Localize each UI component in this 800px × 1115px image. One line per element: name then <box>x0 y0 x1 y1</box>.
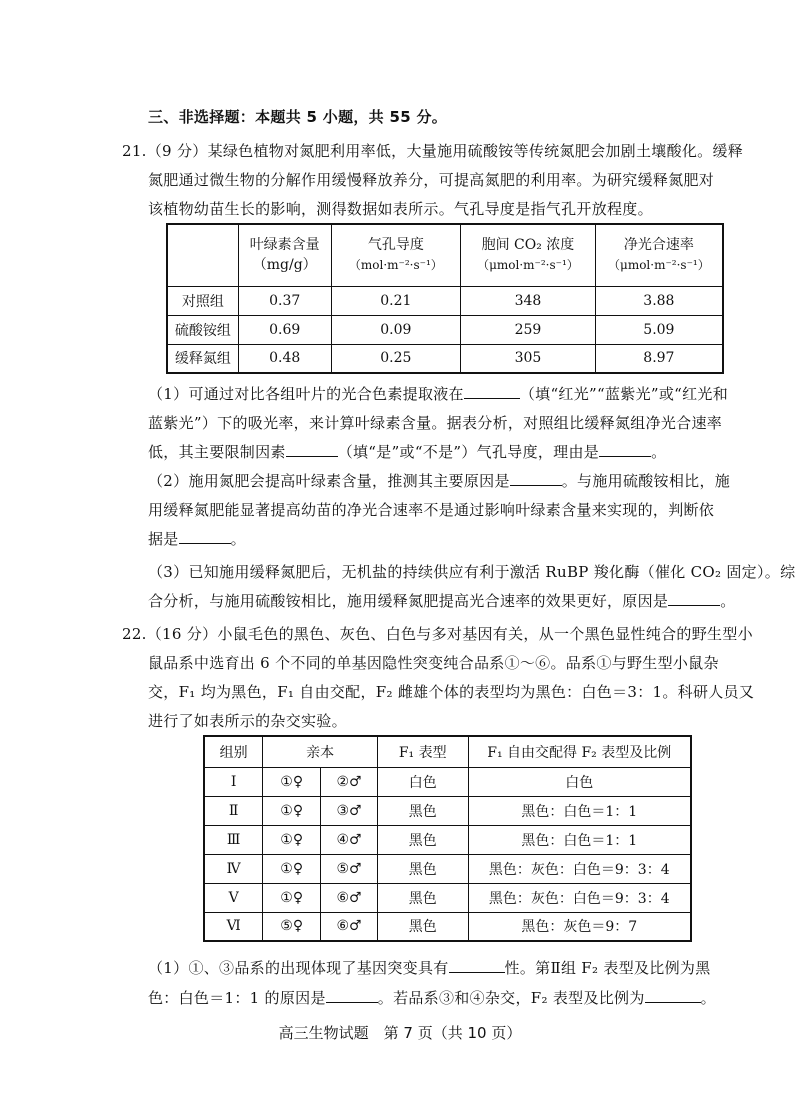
f1-phenotype: 黑色 <box>377 883 468 912</box>
f2-phenotype-ratio: 黑色：灰色：白色＝9：3：4 <box>468 854 691 883</box>
male-parent: ④♂ <box>321 825 378 854</box>
male-parent: ⑥♂ <box>321 883 378 912</box>
q22-header-group: 组别 <box>204 736 263 767</box>
f1-phenotype: 黑色 <box>377 796 468 825</box>
q21-line-2: 氮肥通过微生物的分解作用缓慢释放养分，可提高氮肥的利用率。为研究缓释氮肥对 <box>148 171 715 189</box>
f1-phenotype: 黑色 <box>377 825 468 854</box>
q21-header-stomatal-conductance: 气孔导度 （mol·m⁻²·s⁻¹） <box>331 224 461 286</box>
q21-header-intercellular-co2: 胞间 CO₂ 浓度 （μmol·m⁻²·s⁻¹） <box>461 224 596 286</box>
table-row <box>204 796 691 825</box>
answer-blank[interactable] <box>645 988 701 1003</box>
q22-part1-line-2: 色：白色＝1：1 的原因是 。若品系③和④杂交，F₂ 表型及比例为 。 <box>148 989 716 1007</box>
q21-part2-line-2: 用缓释氮肥能显著提高幼苗的净光合速率不是通过影响叶绿素含量来实现的，判断依 <box>148 501 715 519</box>
cell-value: 0.25 <box>331 344 461 373</box>
answer-blank[interactable] <box>599 442 651 457</box>
female-parent: ①♀ <box>263 796 321 825</box>
cell-value: 8.97 <box>595 344 723 373</box>
answer-blank[interactable] <box>179 529 231 544</box>
answer-blank[interactable] <box>464 384 520 399</box>
q22-header-f2: F₁ 自由交配得 F₂ 表型及比例 <box>468 736 691 767</box>
group-id: Ⅰ <box>204 767 263 796</box>
cell-value: 0.48 <box>238 344 331 373</box>
f2-phenotype-ratio: 黑色：白色＝1：1 <box>468 796 691 825</box>
answer-blank[interactable] <box>326 988 378 1003</box>
q22-line-1: 22.（16 分）小鼠毛色的黑色、灰色、白色与多对基因有关，从一个黑色显性纯合的野生型小 <box>122 625 753 643</box>
answer-blank[interactable] <box>449 958 505 973</box>
table-row <box>167 344 723 373</box>
q21-line-1: 21.（9 分）某绿色植物对氮肥利用率低，大量施用硫酸铵等传统氮肥会加剧土壤酸化。缓释 <box>122 142 744 160</box>
row-label: 对照组 <box>167 286 238 315</box>
q21-part2-line-1: （2）施用氮肥会提高叶绿素含量，推测其主要原因是 。与施用硫酸铵相比，施 <box>148 472 731 490</box>
male-parent: ③♂ <box>321 796 378 825</box>
cell-value: 0.09 <box>331 315 461 344</box>
female-parent: ①♀ <box>263 825 321 854</box>
f1-phenotype: 黑色 <box>377 854 468 883</box>
group-id: Ⅳ <box>204 854 263 883</box>
q21-part3-line-1: （3）已知施用缓释氮肥后，无机盐的持续供应有利于激活 RuBP 羧化酶（催化 CO₂ 固定）。综 <box>148 563 796 581</box>
q21-part1-line-1: （1）可通过对比各组叶片的光合色素提取液在 （填“红光”“蓝紫光”或“红光和 <box>148 385 729 403</box>
q21-part2-line-3: 据是 。 <box>148 530 246 548</box>
row-label: 硫酸铵组 <box>167 315 238 344</box>
cell-value: 3.88 <box>595 286 723 315</box>
cell-value: 305 <box>461 344 596 373</box>
table-row <box>204 825 691 854</box>
table-row <box>204 883 691 912</box>
q21-data-table <box>166 223 724 374</box>
q22-line-3: 交，F₁ 均为黑色，F₁ 自由交配，F₂ 雌雄个体的表型均为黑色：白色＝3：1。科研人员又 <box>148 683 755 701</box>
q22-table-header-row <box>204 736 691 767</box>
q21-line-3: 该植物幼苗生长的影响，测得数据如表所示。气孔导度是指气孔开放程度。 <box>148 200 653 218</box>
cell-value: 0.21 <box>331 286 461 315</box>
f2-phenotype-ratio: 白色 <box>468 767 691 796</box>
table-row <box>204 854 691 883</box>
row-label: 缓释氮组 <box>167 344 238 373</box>
q22-part1-line-1: （1）①、③品系的出现体现了基因突变具有 性。第Ⅱ组 F₂ 表型及比例为黑 <box>148 959 711 977</box>
q22-cross-table <box>203 735 692 942</box>
q21-header-net-photosynthesis: 净光合速率 （μmol·m⁻²·s⁻¹） <box>595 224 723 286</box>
q21-table-corner <box>167 224 238 286</box>
group-id: Ⅲ <box>204 825 263 854</box>
page-footer: 高三生物试题 第 7 页（共 10 页） <box>278 1024 522 1042</box>
male-parent: ②♂ <box>321 767 378 796</box>
table-row <box>167 286 723 315</box>
answer-blank[interactable] <box>286 442 338 457</box>
female-parent: ①♀ <box>263 883 321 912</box>
cell-value: 0.69 <box>238 315 331 344</box>
q21-part1-line-3: 低，其主要限制因素 （填“是”或“不是”）气孔导度，理由是 。 <box>148 443 667 461</box>
male-parent: ⑥♂ <box>321 912 378 941</box>
female-parent: ⑤♀ <box>263 912 321 941</box>
section-title: 三、非选择题：本题共 5 小题，共 55 分。 <box>148 108 448 126</box>
q21-part1-line-2: 蓝紫光”）下的吸光率，来计算叶绿素含量。据表分析，对照组比缓释氮组净光合速率 <box>148 414 723 432</box>
f1-phenotype: 白色 <box>377 767 468 796</box>
q21-part3-line-2: 合分析，与施用硫酸铵相比，施用缓释氮肥提高光合速率的效果更好，原因是 。 <box>148 592 736 610</box>
group-id: Ⅵ <box>204 912 263 941</box>
f2-phenotype-ratio: 黑色：灰色：白色＝9：3：4 <box>468 883 691 912</box>
table-row <box>167 315 723 344</box>
answer-blank[interactable] <box>668 591 720 606</box>
f2-phenotype-ratio: 黑色：白色＝1：1 <box>468 825 691 854</box>
q21-header-chlorophyll: 叶绿素含量 （mg/g） <box>238 224 331 286</box>
group-id: Ⅴ <box>204 883 263 912</box>
table-row <box>204 912 691 941</box>
cell-value: 5.09 <box>595 315 723 344</box>
table-row <box>204 767 691 796</box>
female-parent: ①♀ <box>263 854 321 883</box>
cell-value: 0.37 <box>238 286 331 315</box>
group-id: Ⅱ <box>204 796 263 825</box>
q22-header-f1: F₁ 表型 <box>377 736 468 767</box>
female-parent: ①♀ <box>263 767 321 796</box>
answer-blank[interactable] <box>510 471 562 486</box>
q22-line-2: 鼠品系中选育出 6 个不同的单基因隐性突变纯合品系①～⑥。品系①与野生型小鼠杂 <box>148 654 719 672</box>
q22-header-parents: 亲本 <box>263 736 378 767</box>
f2-phenotype-ratio: 黑色：灰色＝9：7 <box>468 912 691 941</box>
cell-value: 259 <box>461 315 596 344</box>
cell-value: 348 <box>461 286 596 315</box>
male-parent: ⑤♂ <box>321 854 378 883</box>
f1-phenotype: 黑色 <box>377 912 468 941</box>
q22-line-4: 进行了如表所示的杂交实验。 <box>148 712 347 730</box>
q21-table-header-row <box>167 224 723 286</box>
